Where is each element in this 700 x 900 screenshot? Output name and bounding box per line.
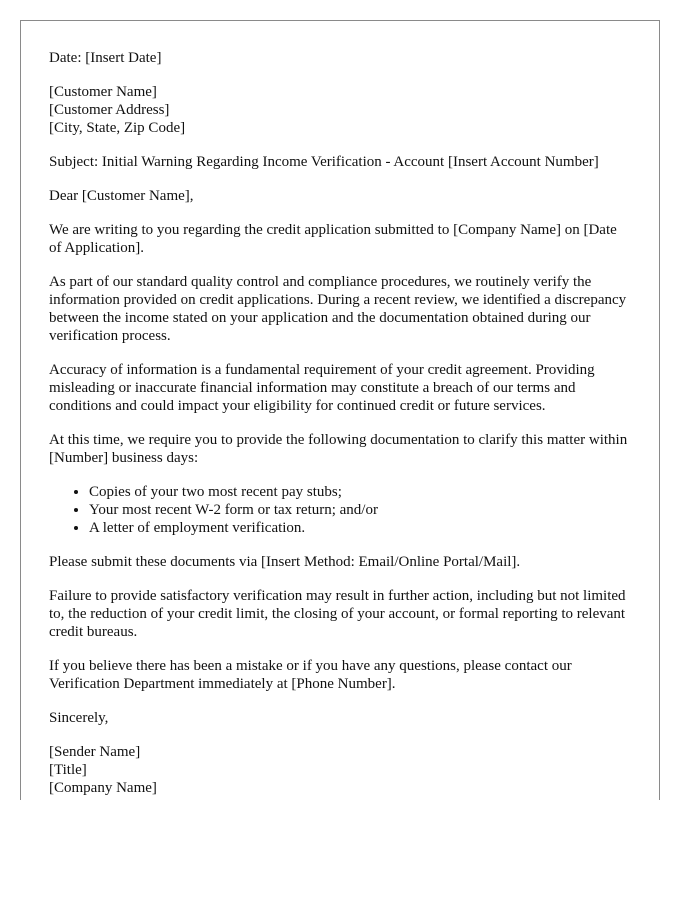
- signature-block: [49, 743, 631, 797]
- sender-name: [Sender Name]: [49, 744, 141, 760]
- contact-paragraph: If you believe there has been a mistake or if you have any questions, please contact our Verification Department immediately at [Phone Number].: [49, 658, 572, 692]
- subject-line: Subject: Initial Warning Regarding Income Verification - Account [Insert Account Number]: [49, 154, 599, 170]
- list-item: • A letter of employment verification.: [89, 519, 631, 537]
- review-paragraph: As part of our standard quality control and compliance procedures, we routinely verify the information provided on credit applications. During a recent review, we identified a discrepancy between the income stated on your application and the documentation obtained during our verification process.: [49, 274, 627, 344]
- intro-paragraph: We are writing to you regarding the credit application submitted to [Company Name] on [Date of Application].: [49, 222, 617, 256]
- list-item: • Copies of your two most recent pay stubs;: [89, 483, 631, 501]
- request-paragraph: At this time, we require you to provide the following documentation to clarify this matter within [Number] business days:: [49, 432, 628, 466]
- sender-title: [Title]: [49, 762, 87, 778]
- consequences-paragraph: Failure to provide satisfactory verification may result in further action, including but not limited to, the reduction of your credit limit, the closing of your account, or formal reporting to relevant credit bureaus.: [49, 588, 626, 640]
- salutation: Dear [Customer Name],: [49, 188, 194, 204]
- recipient-city-state-zip: [City, State, Zip Code]: [49, 120, 186, 136]
- recipient-address-block: [49, 83, 631, 137]
- recipient-name: [Customer Name]: [49, 84, 157, 100]
- sender-company: [Company Name]: [49, 780, 157, 796]
- recipient-address: [Customer Address]: [49, 102, 170, 118]
- letter-page: [20, 20, 660, 800]
- letter-body: [21, 21, 659, 797]
- accuracy-paragraph: Accuracy of information is a fundamental requirement of your credit agreement. Providing misleading or inaccurate financial information may constitute a breach of our terms and conditions and could impact your eligibility for continued credit or future services.: [49, 362, 595, 414]
- date-line: Date: [Insert Date]: [49, 50, 162, 66]
- required-documents-list: [49, 483, 631, 537]
- submission-paragraph: Please submit these documents via [Insert Method: Email/Online Portal/Mail].: [49, 554, 521, 570]
- signoff: Sincerely,: [49, 710, 109, 726]
- list-item: • Your most recent W-2 form or tax return; and/or: [89, 501, 631, 519]
